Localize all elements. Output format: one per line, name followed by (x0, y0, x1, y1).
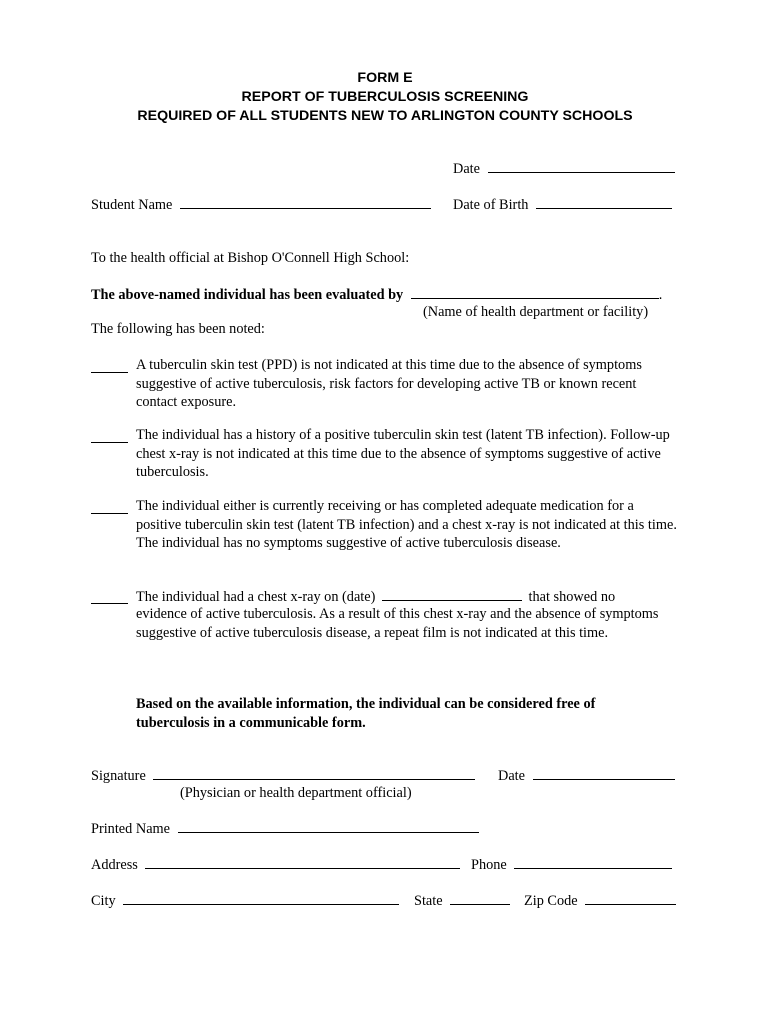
option-4-text: evidence of active tuberculosis. As a result of this chest x-ray and the absence of symptoms suggestive of active tuberculosis disease, a repeat film is not indicated at this time. (136, 606, 659, 641)
student-name-field (91, 195, 431, 214)
option-4-part1: The individual had a chest x-ray on (date) (136, 589, 376, 605)
city-field (91, 891, 399, 910)
date-input-line[interactable] (488, 159, 675, 173)
zip-label: Zip Code (524, 893, 578, 909)
state-input-line[interactable] (450, 891, 510, 905)
dob-input-line[interactable] (536, 195, 672, 209)
signature-caption: (Physician or health department official) (180, 785, 412, 801)
printed-name-label: Printed Name (91, 821, 171, 837)
signature-field (91, 766, 475, 785)
evaluated-by-field (91, 285, 662, 304)
report-subtitle: REQUIRED OF ALL STUDENTS NEW TO ARLINGTON COUNTY SCHOOLS (137, 108, 633, 124)
dob-field (453, 195, 672, 214)
option-4-checkbox-line[interactable] (91, 602, 128, 604)
address-label: Address (91, 857, 138, 873)
address-input-line[interactable] (145, 855, 460, 869)
signature-date-input-line[interactable] (533, 766, 675, 780)
option-3-checkbox-line[interactable] (91, 512, 128, 514)
option-1-text: A tuberculin skin test (PPD) is not indicated at this time due to the absence of symptoms suggestive of active tuberculosis, risk factors for developing active TB or known recent contact exposure. (136, 357, 642, 410)
option-4-part2: that showed no (528, 589, 616, 605)
xray-date-input-line[interactable] (382, 587, 522, 601)
date-field (453, 159, 675, 178)
option-4-first-line (136, 587, 615, 606)
phone-input-line[interactable] (514, 855, 672, 869)
noted-text: The following has been noted: (91, 321, 265, 337)
conclusion-text: Based on the available information, the individual can be considered free of tuberculosis in a communicable form. (136, 696, 596, 731)
zip-field (524, 891, 676, 910)
signature-input-line[interactable] (153, 766, 475, 780)
addressee-text: To the health official at Bishop O'Connell High School: (91, 250, 410, 266)
dob-label: Date of Birth (453, 197, 529, 213)
printed-name-input-line[interactable] (178, 819, 479, 833)
option-3-text: The individual either is currently receiving or has completed adequate medication for a positive tuberculin skin test (latent TB infection) and a chest x-ray is not indicated at this time. The individual has no symptoms suggestive of active tuberculosis disease. (136, 498, 677, 551)
printed-name-field (91, 819, 479, 838)
evaluated-by-period: . (658, 287, 663, 303)
option-1-checkbox-line[interactable] (91, 371, 128, 373)
form-label: FORM E (357, 70, 413, 86)
city-input-line[interactable] (123, 891, 399, 905)
phone-label: Phone (471, 857, 507, 873)
evaluated-by-label: The above-named individual has been evaluated by (91, 287, 404, 303)
signature-label: Signature (91, 768, 146, 784)
date-label: Date (453, 161, 480, 177)
option-2-text: The individual has a history of a positive tuberculin skin test (latent TB infection). Follow-up chest x-ray is not indicated at this time due to the absence of symptoms suggestive of active tuberculosis. (136, 427, 670, 480)
signature-date-label: Date (498, 768, 525, 784)
facility-input-line[interactable] (411, 285, 659, 299)
student-name-input-line[interactable] (180, 195, 431, 209)
student-name-label: Student Name (91, 197, 173, 213)
option-2-checkbox-line[interactable] (91, 441, 128, 443)
signature-date-field (498, 766, 675, 785)
city-label: City (91, 893, 116, 909)
facility-caption: (Name of health department or facility) (423, 304, 649, 320)
zip-input-line[interactable] (585, 891, 676, 905)
state-label: State (414, 893, 443, 909)
report-title: REPORT OF TUBERCULOSIS SCREENING (241, 89, 529, 105)
state-field (414, 891, 510, 910)
address-field (91, 855, 460, 874)
phone-field (471, 855, 672, 874)
